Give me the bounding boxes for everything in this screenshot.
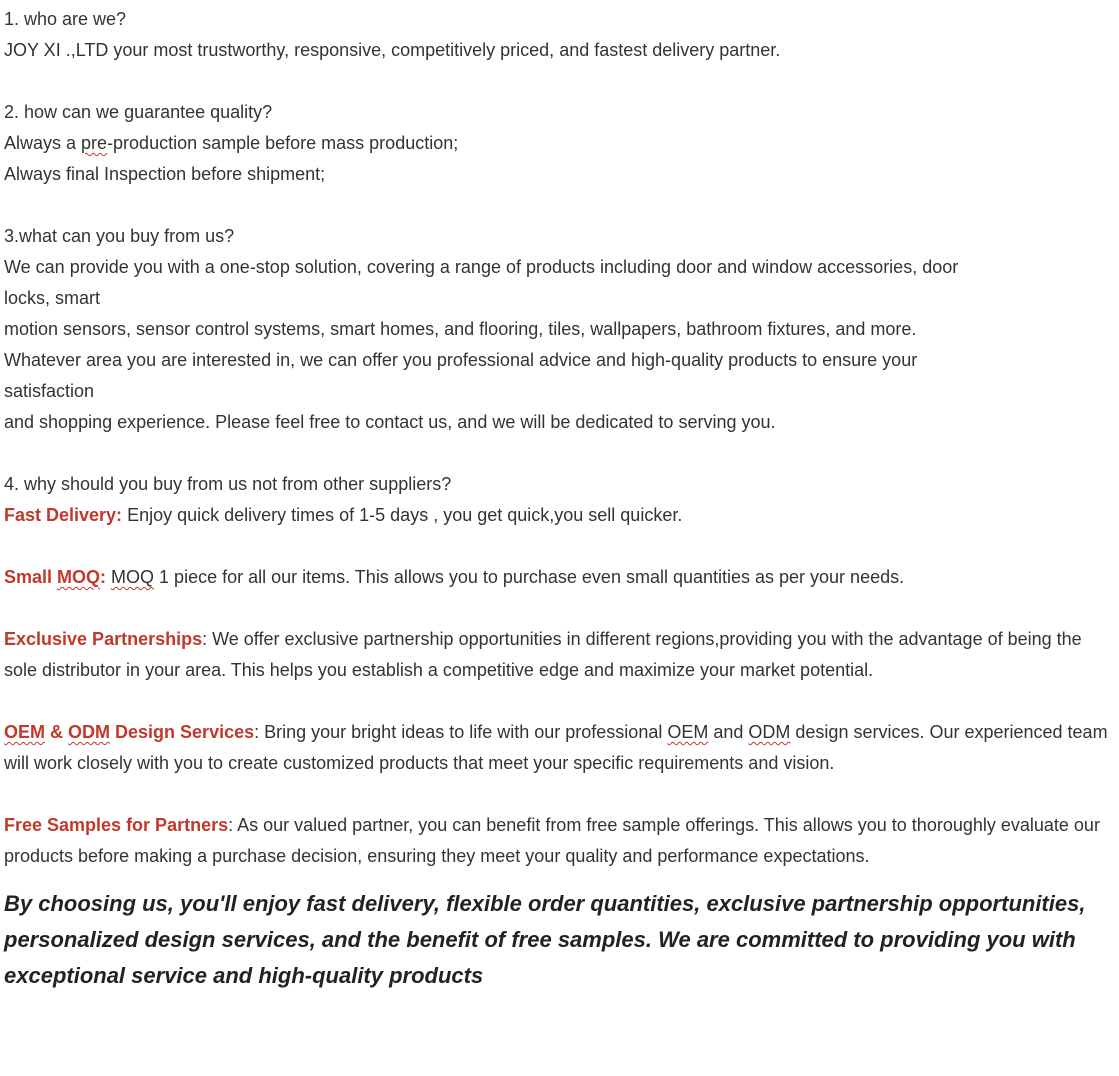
spellcheck-word-pre: pre — [81, 133, 108, 153]
small-moq-item — [4, 562, 1119, 593]
small-moq-label-a: Small — [4, 567, 58, 587]
q1-question: 1. who are we? — [4, 9, 127, 29]
oem-odm-label-rest: Design Services — [110, 722, 255, 742]
closing-statement: By choosing us, you'll enjoy fast delivery, flexible order quantities, exclusive partnership opportunities, personalized design services, and the benefit of free samples. We are committed to providing you with exceptional service and high-quality products — [4, 891, 1086, 988]
oem-odm-text-odm: ODM — [748, 722, 791, 742]
small-moq-text-moq: MOQ — [111, 567, 155, 587]
spacer — [4, 438, 1119, 469]
exclusive-partnerships-label: Exclusive Partnerships — [4, 629, 203, 649]
q4-question: 4. why should you buy from us not from other suppliers? — [4, 474, 452, 494]
small-moq-text: 1 piece for all our items. This allows you to purchase even small quantities as per your needs. — [154, 567, 905, 587]
spacer — [4, 531, 1119, 562]
oem-odm-text-and: and — [708, 722, 749, 742]
free-samples-item — [4, 810, 1116, 872]
oem-odm-text-a: : Bring your bright ideas to life with our professional — [254, 722, 668, 742]
free-samples-label: Free Samples for Partners — [4, 815, 229, 835]
q3-line-2: locks, smart — [4, 288, 101, 308]
oem-odm-label-amp: & — [45, 722, 69, 742]
q3-line-3: motion sensors, sensor control systems, smart homes, and flooring, tiles, wallpapers, bathroom fixtures, and more. — [4, 319, 917, 339]
q3-line-1: We can provide you with a one-stop solution, covering a range of products including door and window accessories, door — [4, 257, 959, 277]
oem-odm-label-oem: OEM — [4, 722, 46, 742]
small-moq-label — [4, 567, 106, 587]
spacer — [4, 779, 1119, 810]
small-moq-label-colon: : — [100, 567, 107, 587]
exclusive-partnerships-item — [4, 624, 1116, 686]
q2-question: 2. how can we guarantee quality? — [4, 102, 273, 122]
oem-odm-text-b: design services. Our experienced team will work closely with you to create customized products that meet your specific requirements and vision. — [4, 722, 1108, 773]
fast-delivery-label: Fast Delivery: — [4, 505, 123, 525]
small-moq-label-moq: MOQ — [57, 567, 101, 587]
free-samples-text: : As our valued partner, you can benefit from free sample offerings. This allows you to thoroughly evaluate our products before making a purchase decision, ensuring they meet your quality and performance expectations. — [4, 815, 1100, 866]
q3-line-5: satisfaction — [4, 381, 95, 401]
q2-line-1 — [4, 128, 1119, 159]
spacer — [4, 190, 1119, 221]
fast-delivery-text: Enjoy quick delivery times of 1-5 days , you get quick,you sell quicker. — [122, 505, 683, 525]
oem-odm-label — [4, 722, 254, 742]
q2-line-1-a: Always a — [4, 133, 82, 153]
fast-delivery-item — [4, 500, 1119, 531]
q3-line-4: Whatever area you are interested in, we can offer you professional advice and high-quality products to ensure your — [4, 350, 918, 370]
spacer — [4, 66, 1119, 97]
spacer — [4, 686, 1119, 717]
q1-answer: JOY XI .,LTD your most trustworthy, responsive, competitively priced, and fastest delivery partner. — [4, 40, 781, 60]
spacer — [4, 593, 1119, 624]
exclusive-partnerships-text: : We offer exclusive partnership opportunities in different regions,providing you with the advantage of being the sole distributor in your area. This helps you establish a competitive edge and maximize your market potential. — [4, 629, 1082, 680]
oem-odm-item — [4, 717, 1116, 779]
q3-question: 3.what can you buy from us? — [4, 226, 235, 246]
q3-line-6: and shopping experience. Please feel free to contact us, and we will be dedicated to serving you. — [4, 412, 776, 432]
oem-odm-label-odm: ODM — [68, 722, 111, 742]
oem-odm-text-oem: OEM — [667, 722, 709, 742]
q2-line-2: Always final Inspection before shipment; — [4, 164, 326, 184]
q2-line-1-b: -production sample before mass production; — [107, 133, 459, 153]
